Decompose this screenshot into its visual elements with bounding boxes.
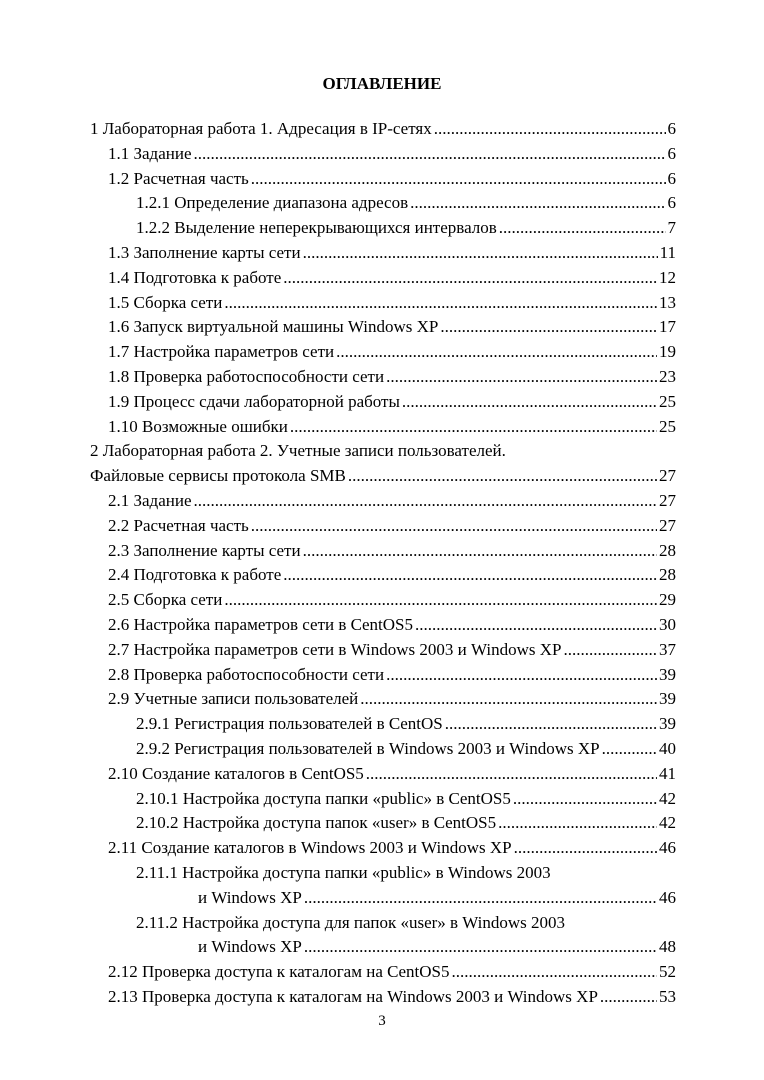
toc-entry-page: 27	[659, 515, 676, 535]
toc-entry[interactable]	[90, 960, 676, 985]
toc-entry[interactable]	[90, 638, 676, 663]
toc-leader-dots	[440, 315, 657, 340]
toc-entry-page: 11	[659, 242, 676, 262]
toc-leader-dots	[348, 464, 657, 489]
toc-entry-page: 7	[667, 218, 676, 238]
toc-entry[interactable]	[90, 836, 676, 861]
toc-entry-page: 30	[659, 614, 676, 634]
toc-entry[interactable]	[90, 390, 676, 415]
toc-entry-title: 2.4 Подготовка к работе	[108, 565, 282, 585]
toc-entry-page: 25	[659, 416, 676, 436]
toc-entry-page: 39	[659, 714, 676, 734]
toc-entry-title: 1.5 Сборка сети	[108, 292, 223, 312]
toc-entry-page: 12	[659, 267, 676, 287]
toc-leader-dots	[251, 514, 657, 539]
toc-entry[interactable]	[90, 563, 676, 588]
toc-entry[interactable]	[90, 315, 676, 340]
toc-leader-dots	[251, 167, 666, 192]
toc-entry[interactable]	[90, 365, 676, 390]
toc-entry[interactable]	[90, 588, 676, 613]
toc-entry-page: 29	[659, 590, 676, 610]
toc-leader-dots	[194, 142, 666, 167]
toc-entry-page: 19	[659, 342, 676, 362]
toc-entry[interactable]	[90, 811, 676, 836]
toc-entry-title: 2.1 Задание	[108, 490, 192, 510]
toc-leader-dots	[303, 539, 657, 564]
toc-entry-title: Файловые сервисы протокола SMB	[90, 466, 346, 486]
toc-entry-page: 46	[659, 838, 676, 858]
toc-entry[interactable]	[90, 291, 676, 316]
toc-entry-title: 2.2 Расчетная часть	[108, 515, 249, 535]
toc-entry-page: 25	[659, 391, 676, 411]
toc-entry-title: 2 Лабораторная работа 2. Учетные записи пользователей.	[90, 441, 506, 461]
toc-entry-title: 2.13 Проверка доступа к каталогам на Windows 2003 и Windows XP	[108, 986, 598, 1006]
toc-entry-title: 2.9.1 Регистрация пользователей в CentOS	[136, 714, 443, 734]
toc-entry-title: 1.4 Подготовка к работе	[108, 267, 282, 287]
toc-entry-title: 1.8 Проверка работоспособности сети	[108, 366, 385, 386]
toc-leader-dots	[224, 291, 657, 316]
toc-entry-title: 2.11.2 Настройка доступа для папок «user» в Windows 2003	[136, 912, 566, 932]
toc-leader-dots	[366, 762, 657, 787]
toc-entry[interactable]	[90, 687, 676, 712]
toc-entry-page: 39	[659, 689, 676, 709]
toc-entry-title: 2.7 Настройка параметров сети в Windows 2003 и Windows XP	[108, 639, 562, 659]
toc-leader-dots	[402, 390, 657, 415]
toc-leader-dots	[224, 588, 657, 613]
toc-leader-dots	[360, 687, 657, 712]
toc-entry-page: 46	[659, 887, 676, 907]
toc-entry[interactable]	[90, 167, 676, 192]
toc-entry-page: 27	[659, 466, 676, 486]
toc-entry-page: 41	[659, 763, 676, 783]
toc-entry-page: 37	[659, 639, 676, 659]
toc-leader-dots	[451, 960, 657, 985]
toc-entry-title: 2.11 Создание каталогов в Windows 2003 и Windows XP	[108, 838, 512, 858]
toc-entry[interactable]	[90, 142, 676, 167]
toc-leader-dots	[415, 613, 657, 638]
toc-entry-title: 1.10 Возможные ошибки	[108, 416, 288, 436]
toc-leader-dots	[434, 117, 666, 142]
toc-leader-dots	[410, 191, 665, 216]
toc-entry-page: 42	[659, 813, 676, 833]
toc-entry-title: и Windows XP	[198, 887, 302, 907]
toc-entry[interactable]	[90, 514, 676, 539]
toc-leader-dots	[498, 811, 657, 836]
toc-entry[interactable]	[90, 861, 676, 886]
toc-entry-title: 2.10 Создание каталогов в CentOS5	[108, 763, 364, 783]
toc-entry-title: 1.7 Настройка параметров сети	[108, 342, 335, 362]
toc-leader-dots	[336, 340, 657, 365]
toc-entry-title: 2.8 Проверка работоспособности сети	[108, 664, 385, 684]
toc-leader-dots	[304, 935, 657, 960]
toc-leader-dots	[386, 365, 657, 390]
table-of-contents	[90, 117, 676, 1010]
toc-entry-page: 6	[667, 119, 676, 138]
toc-entry[interactable]	[90, 464, 676, 489]
toc-entry-page: 39	[659, 664, 676, 684]
toc-entry-title: 2.3 Заполнение карты сети	[108, 540, 301, 560]
page-number: 3	[378, 1013, 386, 1029]
toc-entry-title: 1.1 Задание	[108, 143, 192, 163]
toc-entry-title: 1.6 Запуск виртуальной машины Windows XP	[108, 317, 439, 337]
toc-entry-page: 52	[659, 962, 676, 982]
toc-entry[interactable]	[90, 191, 676, 216]
toc-leader-dots	[290, 415, 657, 440]
toc-entry[interactable]	[90, 340, 676, 365]
toc-entry[interactable]	[90, 241, 676, 266]
toc-leader-dots	[563, 638, 657, 663]
toc-entry-page: 28	[659, 565, 676, 585]
toc-entry-title: 1.2.2 Выделение неперекрывающихся интервалов	[136, 218, 497, 238]
toc-entry[interactable]	[90, 539, 676, 564]
toc-entry-page: 6	[667, 193, 676, 213]
toc-entry-title: и Windows XP	[198, 937, 302, 957]
toc-entry[interactable]	[90, 663, 676, 688]
toc-entry-title: 2.10.2 Настройка доступа папок «user» в CentOS5	[136, 813, 497, 833]
toc-entry[interactable]	[90, 787, 676, 812]
toc-entry[interactable]	[90, 415, 676, 440]
toc-leader-dots	[303, 241, 658, 266]
toc-entry-title: 2.9 Учетные записи пользователей	[108, 689, 359, 709]
toc-entry[interactable]	[90, 117, 676, 142]
toc-leader-dots	[386, 663, 657, 688]
toc-leader-dots	[499, 216, 666, 241]
toc-entry-page: 6	[667, 143, 676, 163]
toc-entry[interactable]	[90, 266, 676, 291]
toc-entry[interactable]	[90, 762, 676, 787]
toc-entry[interactable]	[90, 489, 676, 514]
toc-entry-page: 48	[659, 937, 676, 957]
toc-leader-dots	[514, 836, 657, 861]
toc-entry-title: 2.11.1 Настройка доступа папки «public» в Windows 2003	[136, 862, 551, 882]
toc-entry[interactable]	[90, 935, 676, 960]
toc-entry-page: 53	[659, 986, 676, 1006]
toc-entry-title: 2.6 Настройка параметров сети в CentOS5	[108, 614, 413, 634]
toc-entry[interactable]	[90, 712, 676, 737]
toc-entry[interactable]	[90, 911, 676, 936]
toc-entry[interactable]	[90, 439, 676, 464]
toc-entry-page: 40	[659, 738, 676, 758]
toc-entry-page: 27	[659, 490, 676, 510]
toc-entry-title: 2.5 Сборка сети	[108, 590, 223, 610]
toc-entry-page: 13	[659, 292, 676, 312]
toc-leader-dots	[283, 563, 657, 588]
toc-leader-dots	[602, 737, 657, 762]
toc-entry-title: 2.9.2 Регистрация пользователей в Windows 2003 и Windows XP	[136, 738, 600, 758]
toc-leader-dots	[513, 787, 657, 812]
toc-entry[interactable]	[90, 216, 676, 241]
toc-entry-title: 1.2 Расчетная часть	[108, 168, 249, 188]
toc-entry-title: 2.10.1 Настройка доступа папки «public» в CentOS5	[136, 788, 511, 808]
toc-leader-dots	[194, 489, 658, 514]
toc-leader-dots	[600, 985, 657, 1010]
toc-leader-dots	[445, 712, 657, 737]
toc-entry-page: 23	[659, 366, 676, 386]
toc-entry[interactable]	[90, 985, 676, 1010]
toc-entry-title: 1.3 Заполнение карты сети	[108, 242, 301, 262]
toc-entry[interactable]	[90, 886, 676, 911]
toc-entry-title: 1.9 Процесс сдачи лабораторной работы	[108, 391, 400, 411]
toc-leader-dots	[304, 886, 657, 911]
toc-entry-title: 1 Лабораторная работа 1. Адресация в IP-сетях	[90, 119, 432, 138]
toc-entry-title: 1.2.1 Определение диапазона адресов	[136, 193, 409, 213]
toc-entry-page: 6	[667, 168, 676, 188]
toc-entry-page: 17	[659, 317, 676, 337]
toc-entry[interactable]	[90, 613, 676, 638]
toc-entry-page: 28	[659, 540, 676, 560]
toc-entry-title: 2.12 Проверка доступа к каталогам на CentOS5	[108, 962, 450, 982]
page-title: ОГЛАВЛЕНИЕ	[322, 74, 442, 93]
toc-entry[interactable]	[90, 737, 676, 762]
toc-entry-page: 42	[659, 788, 676, 808]
toc-leader-dots	[283, 266, 657, 291]
